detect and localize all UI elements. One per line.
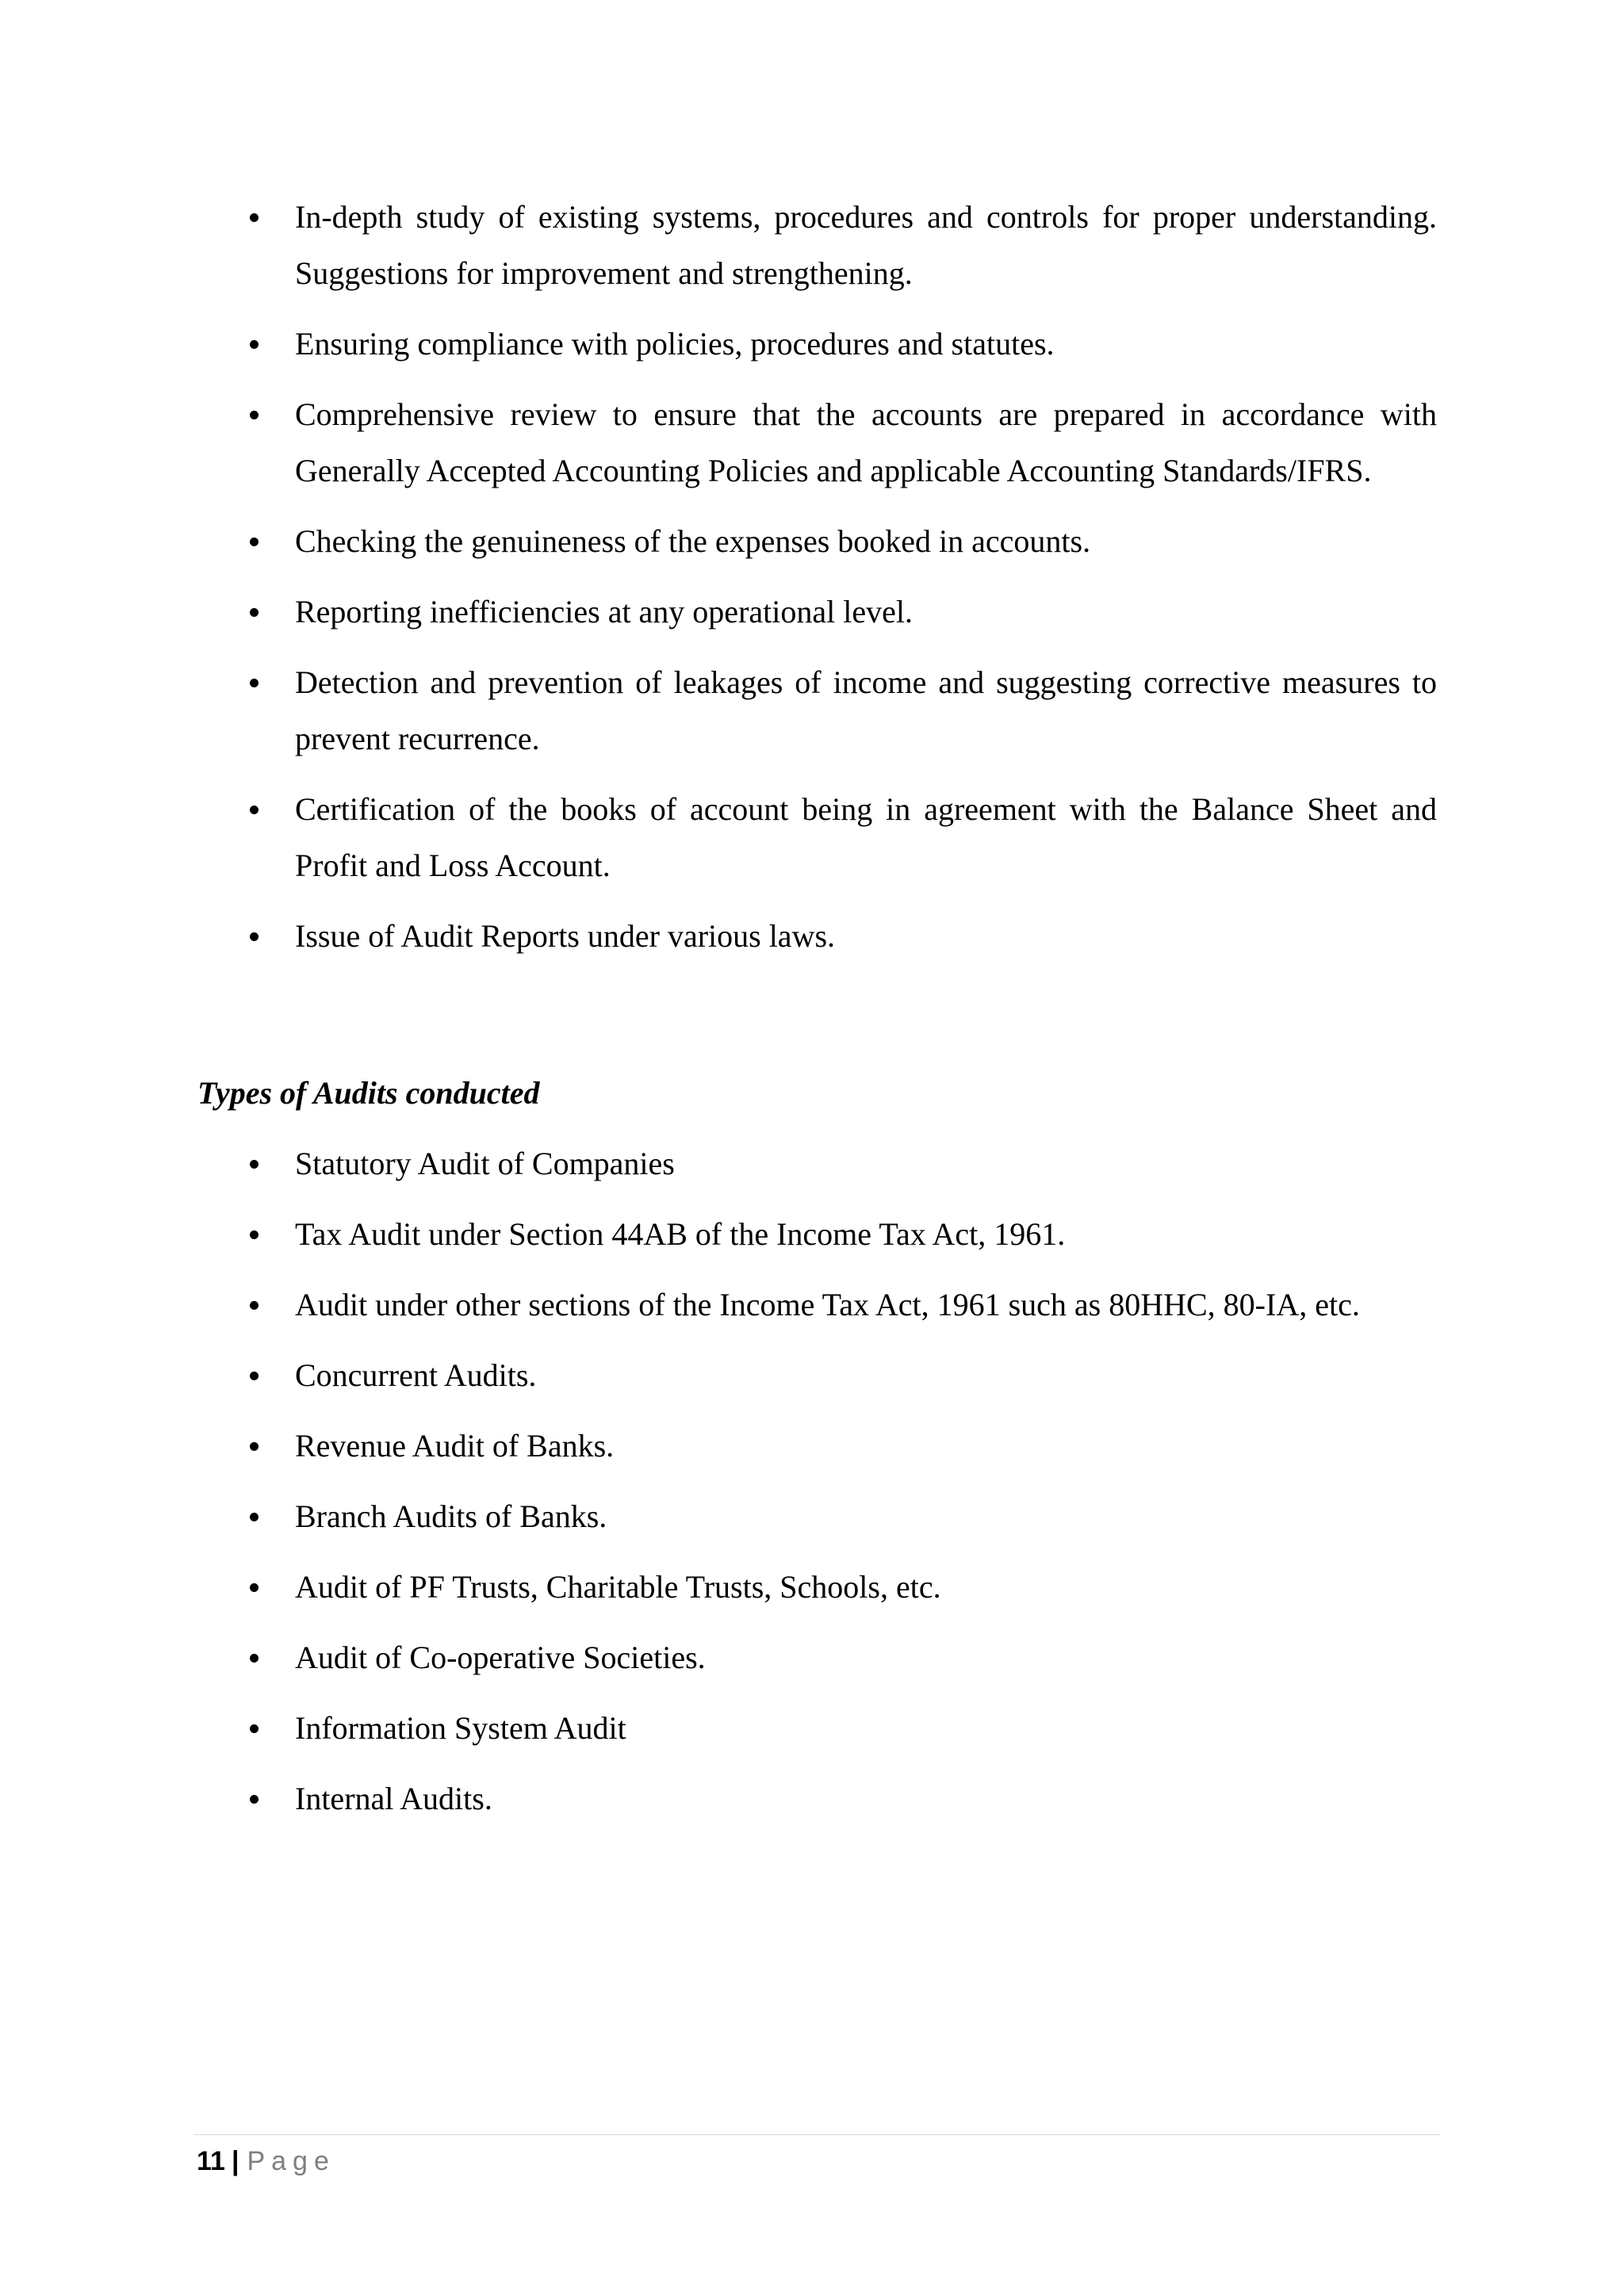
list-item-text: Audit under other sections of the Income Tax Act, 1961 such as 80HHC, 80-IA, etc. [295,1287,1360,1322]
list-item [238,386,1437,499]
bullet-icon [250,1372,259,1380]
section-heading: Types of Audits conducted [197,1075,540,1111]
list-item-text: Audit of Co-operative Societies. [295,1640,706,1675]
list-item [238,1418,1437,1474]
list-item [238,513,1437,569]
list-item-text: Certification of the books of account being in agreement with the Balance Sheet and Profit and Loss Account. [295,791,1437,883]
bullet-icon [250,1795,259,1804]
list-item [238,1770,1437,1827]
list-item-text: Branch Audits of Banks. [295,1498,607,1534]
bullet-icon [250,679,259,687]
bullet-icon [250,932,259,941]
page-footer [197,2144,335,2179]
bullet-icon [250,1583,259,1592]
list-item-text: In-depth study of existing systems, procedures and controls for proper understanding. Suggestions for improvement and strengthening. [295,199,1437,291]
list-item-text: Internal Audits. [295,1781,492,1816]
list-item [238,316,1437,372]
audit-types-list [238,1135,1437,1841]
list-item [238,781,1437,894]
bullet-icon [250,1513,259,1521]
list-item [238,1488,1437,1544]
list-item [238,1276,1437,1333]
list-item [238,1135,1437,1192]
list-item-text: Detection and prevention of leakages of income and suggesting corrective measures to prevent recurrence. [295,664,1437,756]
list-item [238,1559,1437,1615]
bullet-icon [250,1442,259,1451]
page-label: Page [247,2146,335,2176]
list-item-text: Concurrent Audits. [295,1357,537,1393]
list-item-text: Reporting inefficiencies at any operational level. [295,594,913,629]
bullet-icon [250,538,259,546]
list-item [238,1629,1437,1686]
list-item [238,1347,1437,1403]
bullet-icon [250,411,259,419]
list-item-text: Statutory Audit of Companies [295,1146,675,1181]
bullet-icon [250,213,259,222]
list-item-text: Tax Audit under Section 44AB of the Income Tax Act, 1961. [295,1216,1066,1252]
bullet-icon [250,1654,259,1663]
list-item [238,584,1437,640]
footer-separator: | [231,2146,239,2176]
bullet-icon [250,1230,259,1239]
page-number: 11 [197,2146,225,2176]
list-item-text: Issue of Audit Reports under various laws. [295,918,836,954]
bullet-icon [250,608,259,617]
bullet-icon [250,1724,259,1733]
list-item [238,189,1437,301]
bullet-icon [250,806,259,814]
list-item-text: Audit of PF Trusts, Charitable Trusts, Schools, etc. [295,1569,941,1605]
list-item [238,1206,1437,1262]
list-item [238,1700,1437,1756]
bullet-icon [250,1160,259,1169]
list-item [238,654,1437,767]
list-item-text: Revenue Audit of Banks. [295,1428,615,1464]
list-item-text: Checking the genuineness of the expenses booked in accounts. [295,523,1091,559]
list-item-text: Information System Audit [295,1710,626,1746]
bullet-icon [250,1301,259,1310]
responsibilities-list [238,189,1437,978]
footer-divider [193,2134,1440,2135]
list-item-text: Ensuring compliance with policies, procedures and statutes. [295,326,1055,362]
list-item-text: Comprehensive review to ensure that the accounts are prepared in accordance with Generally Accepted Accounting Policies and applicable Accounting Standards/IFRS. [295,396,1437,488]
bullet-icon [250,340,259,349]
list-item [238,908,1437,964]
